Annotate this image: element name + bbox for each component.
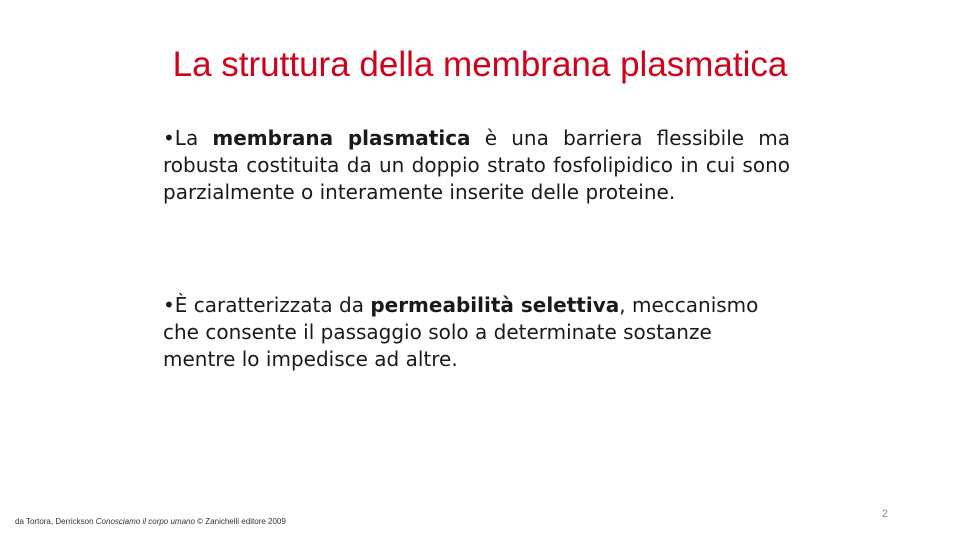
bullet-marker: • — [163, 293, 175, 317]
bullet-membrane-definition — [163, 125, 790, 206]
bullet-marker: • — [163, 126, 175, 150]
bullet-bold-term: permeabilità selettiva — [370, 293, 620, 317]
bullet-selective-permeability — [163, 292, 790, 373]
credit-authors: da Tortora, Derrickson — [15, 517, 96, 526]
bullet-bold-term: membrana plasmatica — [212, 126, 471, 150]
bullet-text-rest: è una barriera flessibile ma robusta costituita da un doppio strato fosfolipidico in cui sono parzialmente o interamente inserite delle proteine. — [163, 126, 790, 204]
credit-publisher: © Zanichelli editore 2009 — [194, 517, 286, 526]
bullet-text-rest: , meccanismo che consente il passaggio solo a determinate sostanze mentre lo impedisce ad altre. — [163, 293, 759, 371]
credit-book-title: Conosciamo il corpo umano — [95, 517, 195, 526]
page-number: 2 — [881, 508, 888, 520]
slide-title: La struttura della membrana plasmatica — [172, 45, 788, 84]
bullet-text-lead: È caratterizzata da — [174, 293, 371, 317]
footer-credit — [15, 517, 286, 526]
bullet-text-lead: La — [174, 126, 213, 150]
